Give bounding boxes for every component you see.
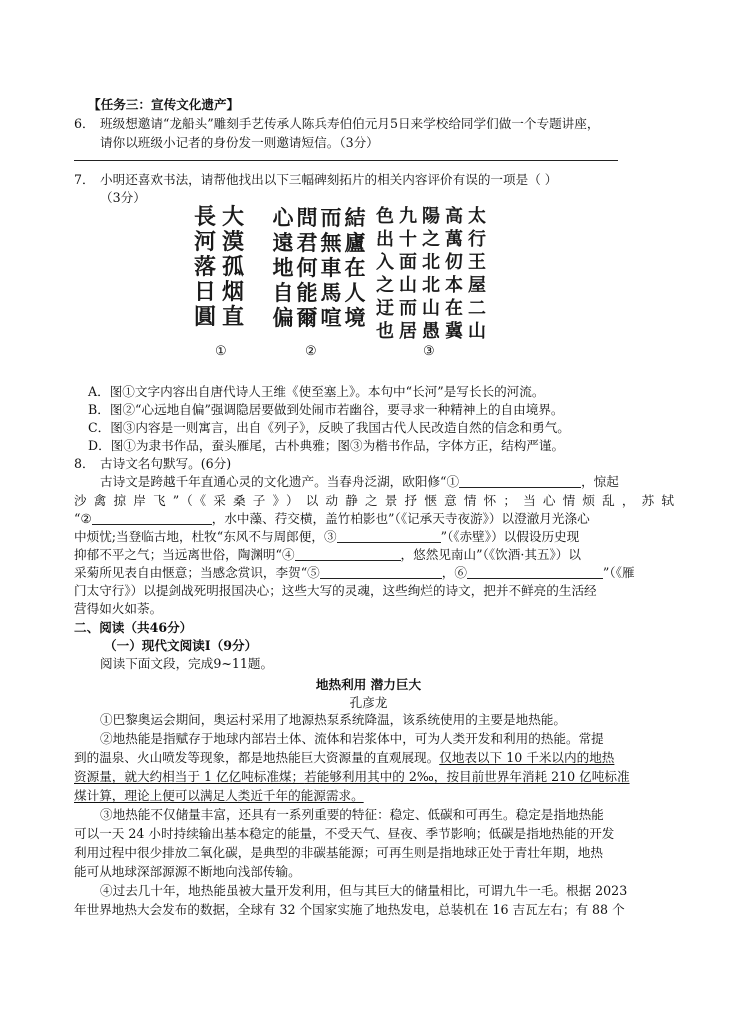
rubbing-char: 而 [320, 205, 342, 230]
para3-line2: 可以一天 24 小时持续输出基本稳定的能量，不受天气、昼夜、季节影响；低碳是指地热能的开发 [74, 826, 615, 841]
rubbing-1-col-2 [192, 205, 218, 330]
q8-line8: 营得如火如荼。 [74, 601, 163, 616]
rubbing-char: 太 [468, 206, 486, 227]
q8-l5b: ，悠然见南山”（《饮酒·其五》）以 [400, 547, 581, 562]
q8-l6b: ，⑥ [441, 565, 467, 580]
blank-5[interactable] [320, 564, 442, 579]
rubbing-char: 馬 [320, 280, 342, 305]
rubbing-char: 廬 [344, 230, 366, 255]
rubbing-char: 陽 [422, 206, 440, 227]
q7-option-a[interactable]: A．图①文字内容出自唐代诗人王维《使至塞上》。本句中“长河”是写长长的河流。 [88, 384, 545, 399]
rubbing-char: 王 [468, 252, 486, 273]
rubbing-char: 之 [376, 275, 394, 296]
rubbing-3-col-2 [441, 205, 467, 343]
rubbing-char: 問 [296, 205, 318, 230]
rubbing-char: 九 [399, 206, 417, 227]
rubbing-3-label: ③ [423, 344, 435, 359]
q7-number: 7． [74, 172, 95, 187]
rubbing-2-col-4 [270, 205, 296, 330]
rubbing-char: 在 [445, 298, 463, 319]
q8-l3b: ，水中藻、荇交横，盖竹柏影也”（《记承天寺夜游》）以澄澈月光涤心 [211, 511, 590, 526]
q7-option-d[interactable]: D．图①为隶书作品，蚕头雁尾，古朴典雅；图③为楷书作品，字体方正，结构严谨。 [88, 438, 565, 453]
rubbing-char: 何 [296, 255, 318, 280]
rubbing-char: 落 [193, 254, 216, 280]
rubbing-char: 圓 [193, 304, 216, 330]
rubbing-char: 山 [399, 275, 417, 296]
article-author: 孔彦龙 [349, 695, 388, 710]
para2-line1: ②地热能是指赋存于地球内部岩土体、流体和岩浆体中，可为人类开发和利用的热能。常提 [100, 731, 604, 746]
para2-line4: 煤计算，理论上便可以满足人类近千年的能源需求。 [74, 788, 364, 803]
rubbing-char: 能 [296, 280, 318, 305]
rubbing-char: 屋 [468, 275, 486, 296]
rubbing-char: 遠 [272, 230, 294, 255]
para3-line3: 利用过程中很少排放二氧化碳，是典型的非碳基能源；可再生则是指地球正处于青壮年期，地热 [74, 845, 603, 860]
q6-line1 [74, 115, 599, 133]
rubbing-char: 直 [221, 304, 244, 330]
section2-heading: 二、阅读（共46分） [74, 620, 193, 635]
q7-line1 [74, 171, 557, 189]
rubbing-char: 無 [320, 230, 342, 255]
task3-heading: 【任务三：宣传文化遗产】 [88, 97, 240, 112]
q8-number: 8． [74, 456, 95, 471]
rubbing-1 [192, 205, 248, 343]
q8-l1b: ，惊起 [581, 474, 619, 489]
rubbing-char: 心 [272, 205, 294, 230]
rubbing-char: 車 [320, 255, 342, 280]
rubbing-char: 境 [344, 305, 366, 330]
para4-line2: 年世界地热大会发布的数据，全球有 32 个国家实施了地热发电，总装机在 16 吉瓦左右；有 88 个 [74, 902, 625, 917]
para1: ①巴黎奥运会期间，奥运村采用了地源热泵系统降温，该系统使用的主要是地热能。 [100, 712, 566, 727]
rubbing-char: 入 [376, 252, 394, 273]
rubbing-char: 北 [422, 252, 440, 273]
q7-option-c[interactable]: C．图③内容是一则寓言，出自《列子》，反映了我国古代人民改造自然的信念和勇气。 [88, 420, 570, 435]
rubbing-char: 面 [399, 252, 417, 273]
para4-line1: ④过去几十年，地热能虽被大量开发利用，但与其巨大的储量相比，可谓九牛一毛。根据 2023 [100, 883, 628, 898]
rubbing-char: 北 [422, 275, 440, 296]
rubbing-char: 色 [376, 206, 394, 227]
rubbing-char: 人 [344, 280, 366, 305]
para3-line4: 能可从地球深部源源不断地向浅部传输。 [74, 864, 301, 879]
rubbing-1-col-1 [220, 205, 246, 330]
rubbing-3-col-3 [418, 205, 444, 343]
section2-sub: （一）现代文阅读Ⅰ（9分） [104, 638, 258, 653]
rubbing-char: 十 [399, 229, 417, 250]
q8-l6a: 采菊所见表自由惬意；当感念赏识，李贺“⑤ [74, 565, 320, 580]
q8-l4a: 中烦忧;当登临古地，杜牧“东风不与周郎便，③ [74, 529, 337, 544]
rubbing-3-col-5 [372, 205, 398, 343]
rubbing-2-col-1 [342, 205, 368, 330]
rubbing-char: 地 [272, 255, 294, 280]
q8-title: 古诗文名句默写。(6分) [100, 456, 232, 471]
rubbing-char: 喧 [320, 305, 342, 330]
rubbing-2-col-3 [294, 205, 320, 330]
rubbing-char: 在 [344, 255, 366, 280]
rubbing-char: 大 [221, 204, 244, 230]
blank-6[interactable] [467, 564, 603, 579]
rubbing-char: 漠 [221, 229, 244, 255]
article-title: 地热利用 潜力巨大 [315, 677, 422, 692]
rubbing-char: 河 [193, 229, 216, 255]
rubbing-char: 長 [193, 204, 216, 230]
rubbing-char: 之 [422, 229, 440, 250]
q6-number: 6． [74, 116, 95, 131]
rubbing-char: 爾 [296, 305, 318, 330]
q8-l5a: 抑郁不平之气；当远离世俗，陶渊明“④ [74, 547, 295, 562]
blank-1[interactable] [459, 473, 581, 488]
rubbing-char: 也 [376, 321, 394, 342]
blank-3[interactable] [337, 528, 441, 543]
q8-l4b: ”（《赤壁》）以假设历史现 [440, 529, 580, 544]
para2-l2b: 仅地表以下 10 千米以内的地热 [439, 750, 615, 765]
rubbing-char: 山 [468, 321, 486, 342]
q6-answer-line[interactable] [74, 160, 618, 161]
q8-l3a: “② [74, 511, 92, 526]
para2-line3 [74, 768, 630, 786]
para2-l3a: 资源量，就大约相当于 1 亿亿吨标准煤； [74, 769, 305, 784]
rubbing-2-label: ② [305, 344, 317, 359]
rubbing-char: 孤 [221, 254, 244, 280]
rubbing-1-label: ① [215, 344, 227, 359]
rubbing-2-col-2 [318, 205, 344, 330]
rubbing-char: 仞 [445, 252, 463, 273]
rubbing-char: 二 [468, 298, 486, 319]
rubbing-char: 而 [399, 298, 417, 319]
rubbing-char: 山 [422, 298, 440, 319]
rubbing-2 [270, 205, 370, 343]
q8-line4 [74, 528, 579, 546]
para2-l3b: 若能够利用其中的 2‰，按目前世界年消耗 210 亿吨标准 [304, 769, 630, 784]
q8-line5 [74, 546, 581, 564]
q8-line6 [74, 564, 635, 582]
rubbing-char: 自 [272, 280, 294, 305]
rubbing-char: 結 [344, 205, 366, 230]
rubbing-char: 高 [445, 206, 463, 227]
q7-option-b[interactable]: B．图②“心远地自偏”强调隐居要做到处闹市若幽谷，要寻求一种精神上的自由境界。 [88, 402, 564, 417]
rubbing-char: 出 [376, 229, 394, 250]
rubbing-char: 日 [193, 279, 216, 305]
rubbing-3-col-1 [464, 205, 490, 343]
rubbing-char: 居 [399, 321, 417, 342]
q8-line1 [100, 473, 619, 491]
rubbing-char: 行 [468, 229, 486, 250]
q8-line7: 门太守行》）以提剑战死明报国决心；这些大写的灵魂，这些绚烂的诗文，把并不鲜亮的生活经 [74, 583, 597, 598]
para2-l2a: 到的温泉、火山喷发等现象，都是地热能巨大资源量的直观展现。 [74, 750, 440, 765]
q8-line2: 沙禽掠岸飞”（《采桑子》）以动静之景抒惬意情怀；当心情烦乱，苏轼 [74, 493, 674, 508]
q7-line2: （3分） [100, 190, 146, 205]
rubbing-char: 本 [445, 275, 463, 296]
blank-4[interactable] [295, 546, 401, 561]
rubbing-3 [372, 205, 488, 343]
para2-line2 [74, 749, 614, 767]
para3-line1: ③地热能不仅储量丰富，还具有一系列重要的特征：稳定、低碳和可再生。稳定是指地热能 [100, 807, 604, 822]
q6-line2: 请你以班级小记者的身份发一则邀请短信。（3分） [100, 135, 379, 150]
q8-line3 [74, 510, 590, 528]
rubbing-3-col-4 [395, 205, 421, 343]
q6-text1: 班级想邀请“龙船头”雕刻手艺传承人陈兵寿伯伯元月5日来学校给同学们做一个专题讲座， [100, 116, 600, 131]
rubbing-char: 迂 [376, 298, 394, 319]
q8-l6c: ”（《雁 [602, 565, 635, 580]
rubbing-char: 偏 [272, 305, 294, 330]
q8-l1a: 古诗文是跨越千年直通心灵的文化遗产。当春舟泛湖，欧阳修“① [100, 474, 460, 489]
q8-title-line [74, 455, 231, 473]
rubbing-char: 冀 [445, 321, 463, 342]
rubbing-char: 萬 [445, 229, 463, 250]
section2-instr: 阅读下面文段，完成9~11题。 [100, 656, 274, 671]
rubbing-char: 君 [296, 230, 318, 255]
q7-text1: 小明还喜欢书法，请帮他找出以下三幅碑刻拓片的相关内容评价有误的一项是（ ） [100, 172, 558, 187]
rubbing-char: 烟 [221, 279, 244, 305]
rubbing-char: 愚 [422, 321, 440, 342]
blank-2[interactable] [92, 510, 212, 525]
